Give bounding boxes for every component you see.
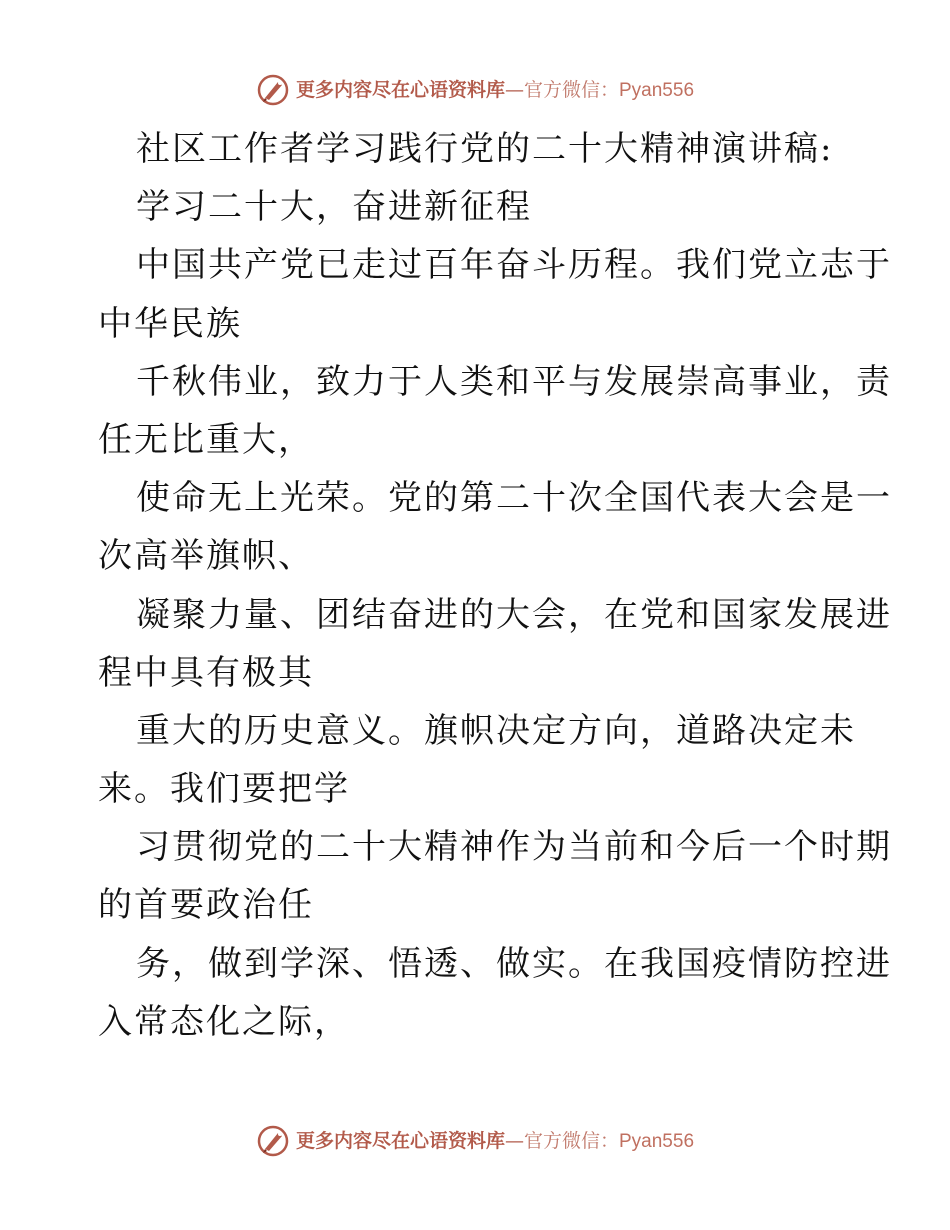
doc-line: 任无比重大， [98,419,314,460]
doc-line: 使命无上光荣。党的第二十次全国代表大会是一 [136,478,892,519]
doc-line: 学习二十大，奋进新征程 [136,187,532,228]
header-banner-text [295,78,695,101]
doc-line: 程中具有极其 [98,652,314,693]
header-banner-wechat-label: 官方微信： [523,78,619,101]
footer-banner-wechat-id: Pyan556 [619,1130,695,1152]
doc-line: 习贯彻党的二十大精神作为当前和今后一个时期 [136,827,892,868]
header-banner-wechat-id: Pyan556 [619,79,695,101]
doc-line: 中国共产党已走过百年奋斗历程。我们党立志于 [136,245,892,286]
footer-banner-text [295,1129,695,1152]
doc-line: 务，做到学深、悟透、做实。在我国疫情防控进 [136,943,892,984]
doc-line: 次高举旗帜、 [98,536,314,577]
footer-banner [0,1121,950,1161]
doc-line: 中华民族 [98,303,242,344]
document-body [98,120,892,1051]
header-banner [0,70,950,110]
doc-line: 入常态化之际， [98,1001,350,1042]
header-banner-main: 更多内容尽在心语资料库 [295,78,505,101]
pen-logo-icon [256,1124,290,1158]
doc-line: 社区工作者学习践行党的二十大精神演讲稿: [136,129,834,169]
doc-line: 重大的历史意义。旗帜决定方向，道路决定未 [136,710,856,751]
doc-line: 千秋伟业，致力于人类和平与发展崇高事业，责 [136,361,892,402]
doc-line: 来。我们要把学 [98,769,350,810]
footer-banner-main: 更多内容尽在心语资料库 [295,1129,505,1152]
header-banner-dash: — [504,78,524,101]
footer-banner-dash: — [504,1129,524,1152]
pen-logo-icon [256,73,290,107]
doc-line: 凝聚力量、团结奋进的大会，在党和国家发展进 [136,594,892,635]
doc-line: 的首要政治任 [98,885,314,926]
footer-banner-wechat-label: 官方微信： [523,1129,619,1152]
